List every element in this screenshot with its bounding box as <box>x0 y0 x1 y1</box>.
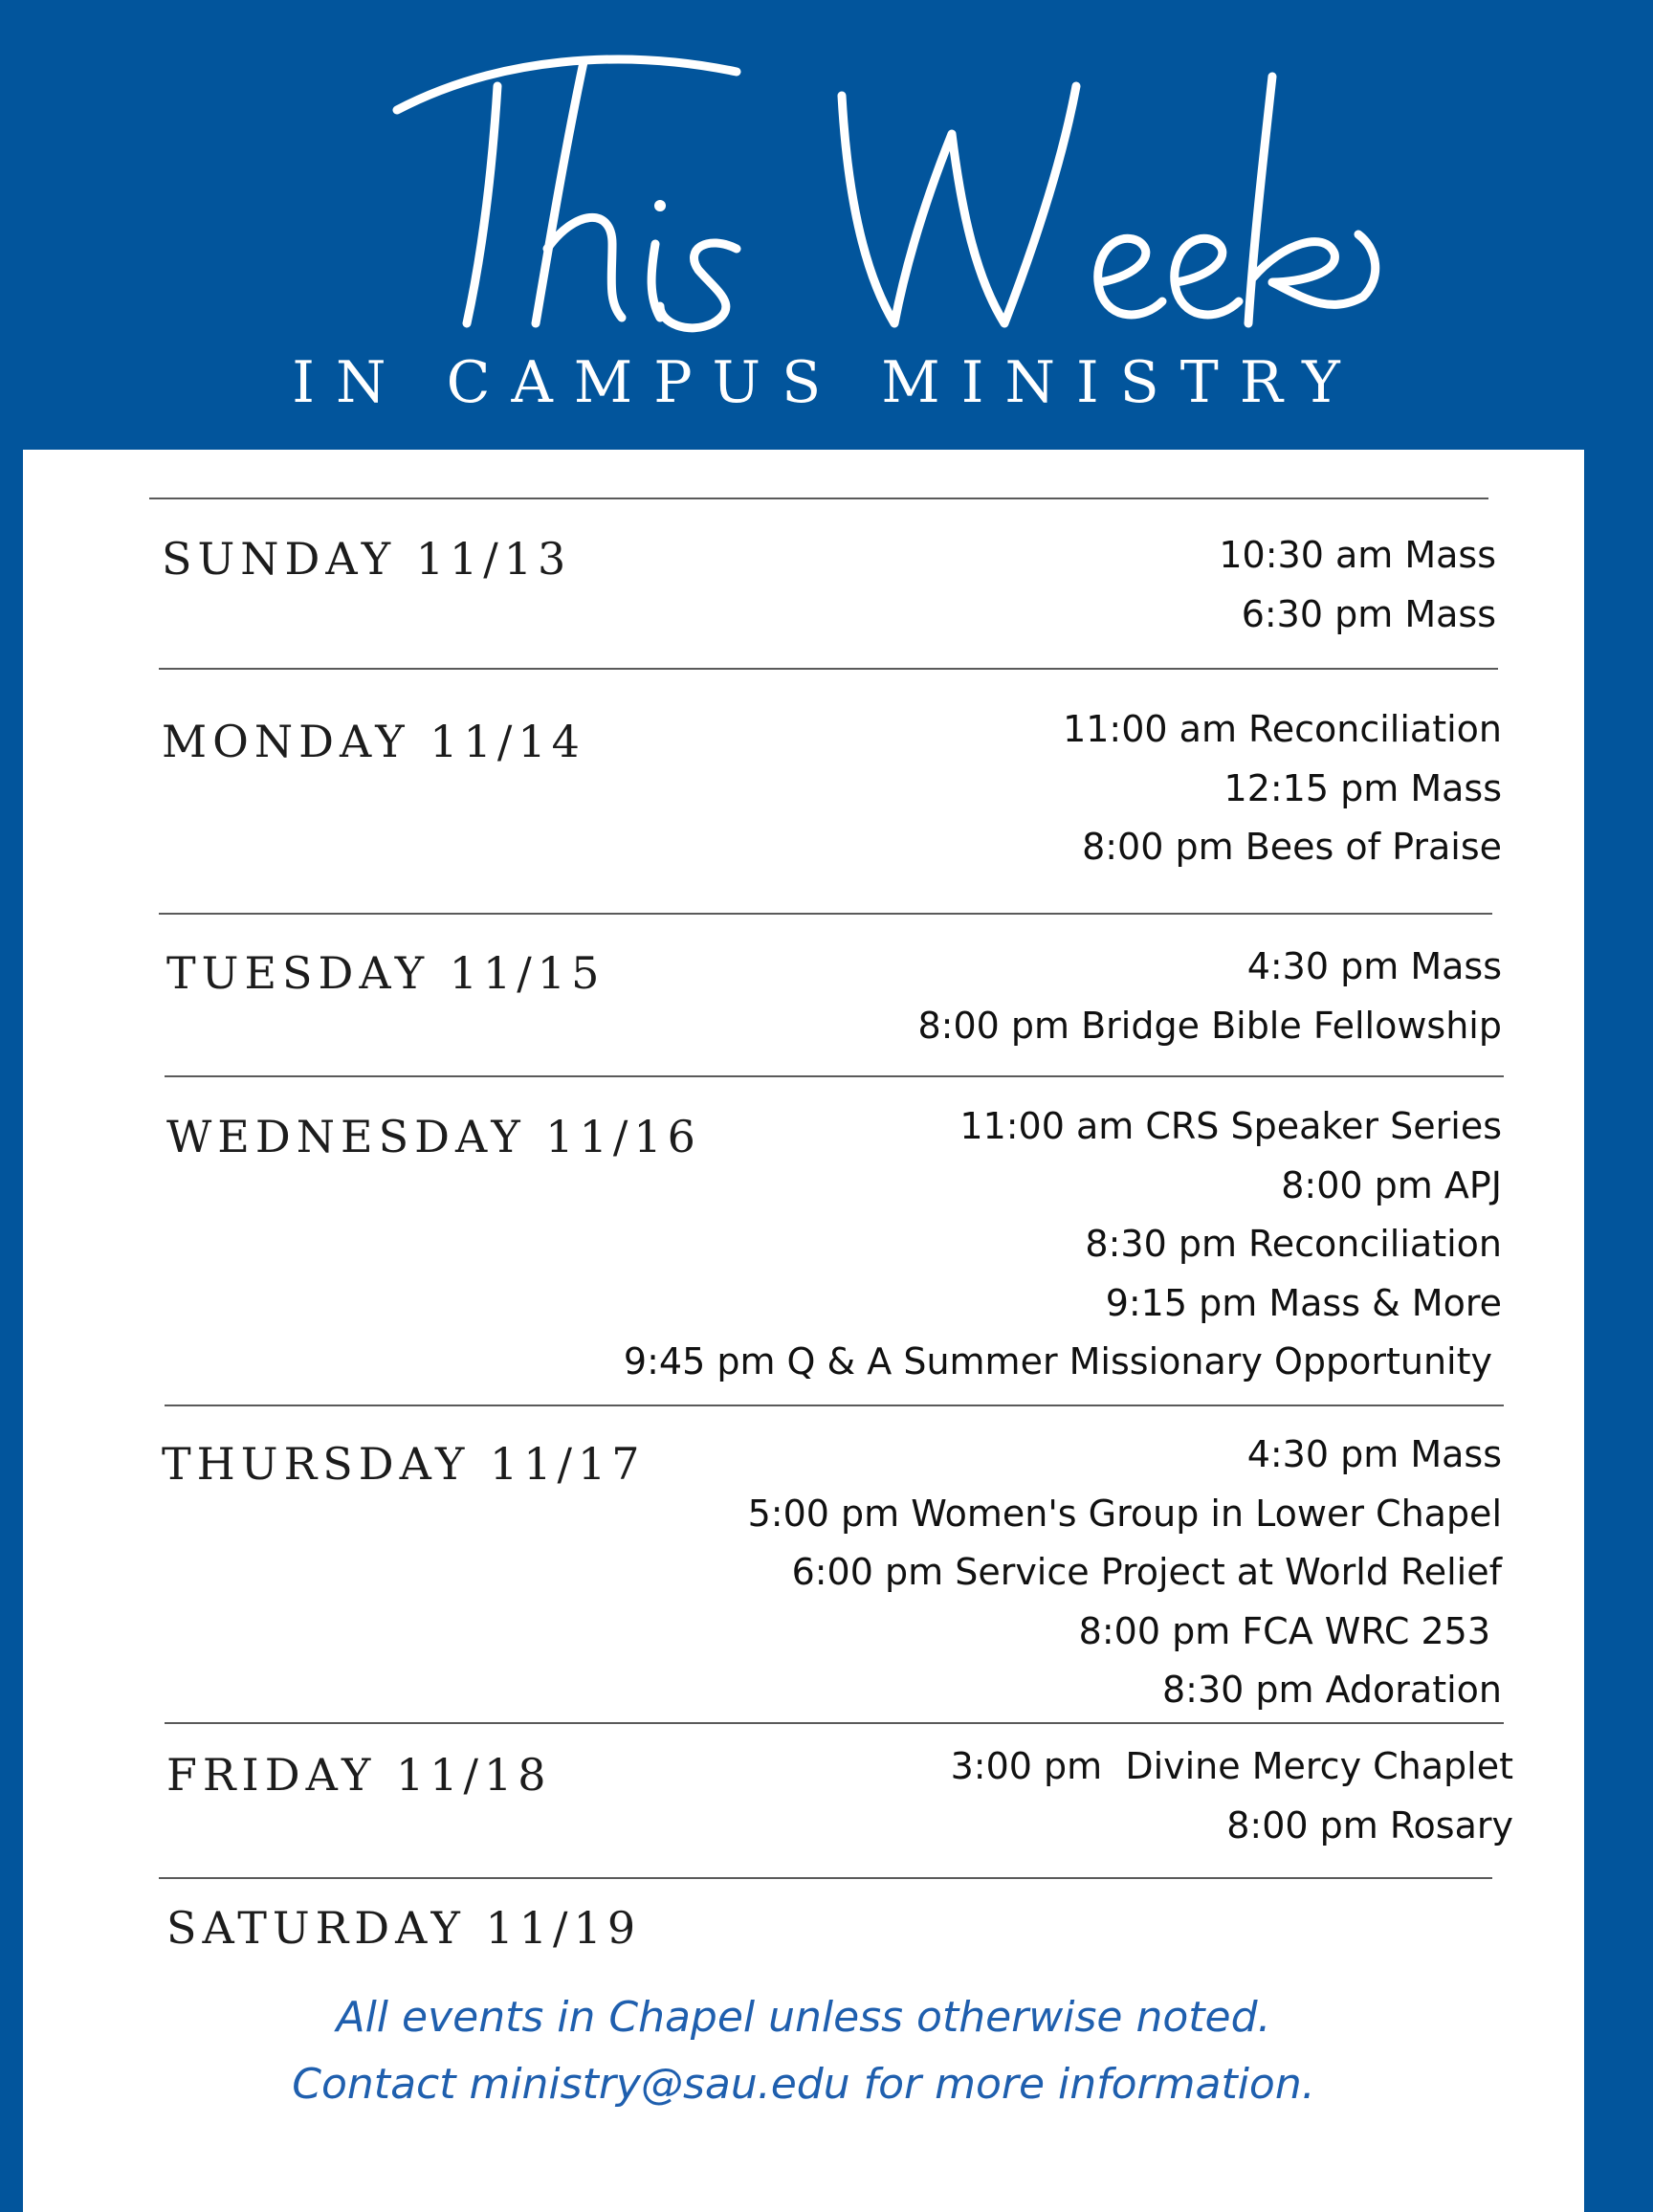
divider <box>159 913 1492 915</box>
day-label-sunday: SUNDAY 11/13 <box>162 533 572 585</box>
event-item: 5:00 pm Women's Group in Lower Chapel <box>747 1492 1502 1535</box>
event-item: 8:00 pm Rosary <box>1226 1803 1513 1847</box>
header-banner <box>0 0 1653 450</box>
event-item: 8:00 pm Bees of Praise <box>1082 826 1502 868</box>
events-monday <box>1063 700 1502 877</box>
divider <box>165 1075 1504 1077</box>
divider <box>159 1877 1492 1879</box>
day-label-thursday: THURSDAY 11/17 <box>162 1438 646 1490</box>
day-label-friday: FRIDAY 11/18 <box>166 1749 552 1801</box>
events-wednesday <box>624 1097 1502 1392</box>
events-sunday <box>1219 526 1496 644</box>
events-thursday <box>748 1426 1502 1720</box>
event-item: 12:15 pm Mass <box>1223 766 1502 809</box>
event-item: 11:00 am CRS Speaker Series <box>959 1105 1502 1147</box>
divider <box>165 1405 1504 1406</box>
event-item: 11:00 am Reconciliation <box>1063 708 1502 750</box>
script-title-logo <box>0 19 1653 344</box>
events-tuesday <box>917 938 1502 1055</box>
event-item: 8:00 pm APJ <box>1281 1163 1502 1206</box>
divider <box>149 498 1488 499</box>
schedule-panel <box>23 450 1584 2212</box>
day-label-wednesday: WEDNESDAY 11/16 <box>166 1111 701 1162</box>
day-label-monday: MONDAY 11/14 <box>162 716 585 767</box>
day-label-saturday: SATURDAY 11/19 <box>166 1902 642 1954</box>
events-friday <box>951 1737 1513 1855</box>
day-label-tuesday: TUESDAY 11/15 <box>166 947 606 999</box>
event-item: 8:00 pm FCA WRC 253 <box>1078 1609 1490 1652</box>
event-item: 8:30 pm Reconciliation <box>1085 1223 1502 1265</box>
event-item: 6:30 pm Mass <box>1241 592 1496 635</box>
event-item: 3:00 pm Divine Mercy Chaplet <box>950 1745 1513 1787</box>
footer-note: All events in Chapel unless otherwise noted. <box>336 1993 1271 2042</box>
event-item: 4:30 pm Mass <box>1246 1433 1502 1475</box>
footer-contact: Contact ministry@sau.edu for more information. <box>292 2060 1315 2109</box>
event-item: 9:45 pm Q & A Summer Missionary Opportunity <box>623 1340 1492 1382</box>
divider <box>165 1722 1504 1724</box>
event-item: 8:30 pm Adoration <box>1161 1669 1502 1711</box>
event-item: 8:00 pm Bridge Bible Fellowship <box>917 1004 1502 1047</box>
event-item: 6:00 pm Service Project at World Relief <box>791 1551 1502 1593</box>
event-item: 4:30 pm Mass <box>1246 945 1502 987</box>
divider <box>159 668 1498 670</box>
event-item: 9:15 pm Mass & More <box>1105 1281 1502 1324</box>
subtitle: IN CAMPUS MINISTRY <box>292 349 1361 416</box>
event-item: 10:30 am Mass <box>1219 534 1496 576</box>
